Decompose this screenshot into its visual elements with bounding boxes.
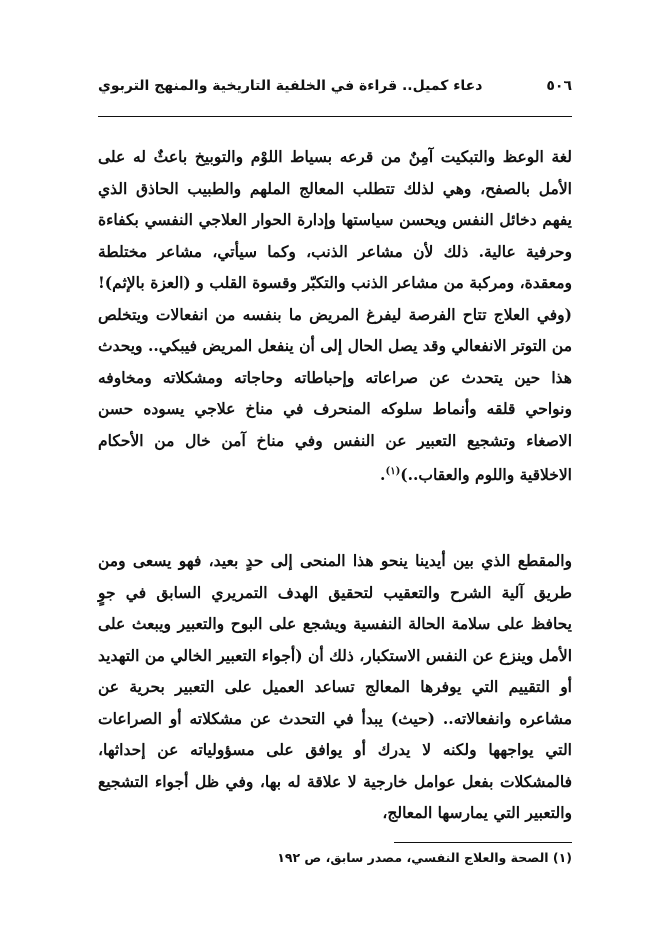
paragraph-1-end: . — [380, 465, 386, 485]
page-header — [98, 74, 572, 98]
footnote — [98, 850, 572, 865]
header-rule — [98, 116, 572, 117]
running-title: دعاء كميل.. قراءة في الخلفية التاريخية والمنهج التربوي — [98, 78, 483, 94]
body-paragraph-2: والمقطع الذي بين أيدينا ينحو هذا المنحى إلى حدٍ بعيد، فهو يسعى ومن طريق آلية الشرح والتعقيب لتحقيق الهدف التمريري السابق في جوٍ يحافظ على سلامة الحالة النفسية ويشجع على البوح والتعبير ويبعث على الأمل وينزع عن النفس الاستكبار، ذلك أن (أجواء التعبير الخالي من التهديد أو التقييم التي يوفرها المعالج تساعد العميل على التعبير بحرية عن مشاعره وانفعالاته.. (حيث) يبدأ في التحدث عن مشكلاته أو الصراعات التي يواجهها ولكنه لا يدرك أو يوافق على مسؤولياته عن إحداثها، فالمشكلات بفعل عوامل خارجية لا علاقة له بها، وفي ظل أجواء التشجيع والتعبير التي يمارسها المعالج، — [98, 551, 572, 822]
footnote-rule — [394, 842, 572, 843]
footnote-text: الصحة والعلاج النفسي، مصدر سابق، ص ١٩٢ — [277, 850, 549, 865]
footnote-reference: (١) — [385, 466, 401, 477]
page-number: ٥٠٦ — [546, 78, 572, 94]
body-paragraph-1 — [98, 141, 572, 491]
paragraph-1-text: لغة الوعظ والتبكيت آمِنٌ من قرعه بسياط اللوْم والتوبيخ باعثٌ له على الأمل بالصفح، وهي لذلك تتطلب المعالج الملهم والطبيب الحاذق الذي يفهم دخائل النفس ويحسن سياستها وإدارة الحوار العلاجي النفسي بكفاءة وحرفية عالية. ذلك لأن مشاعر الذنب، وكما سيأتي، مشاعر مختلطة ومعقدة، ومركبة من مشاعر الذنب والتكبّر وقسوة القلب و (العزة بالإثم)! (وفي العلاج تتاح الفرصة ليفرغ المريض ما بنفسه من انفعالات ويتخلص من التوتر الانفعالي وقد يصل الحال إلى أن ينفعل المريض فيبكي.. ويحدث هذا حين يتحدث عن صراعاته وإحباطاته وحاجاته ومشكلاته ومخاوفه ونواحي قلقه وأنماط سلوكه المنحرف في مناخ علاجي يسوده حسن الاصغاء وتشجيع التعبير عن النفس وفي مناخ آمن خال من الأحكام الاخلاقية واللوم والعقاب..) — [98, 147, 572, 485]
footnote-marker: (١) — [552, 850, 572, 865]
